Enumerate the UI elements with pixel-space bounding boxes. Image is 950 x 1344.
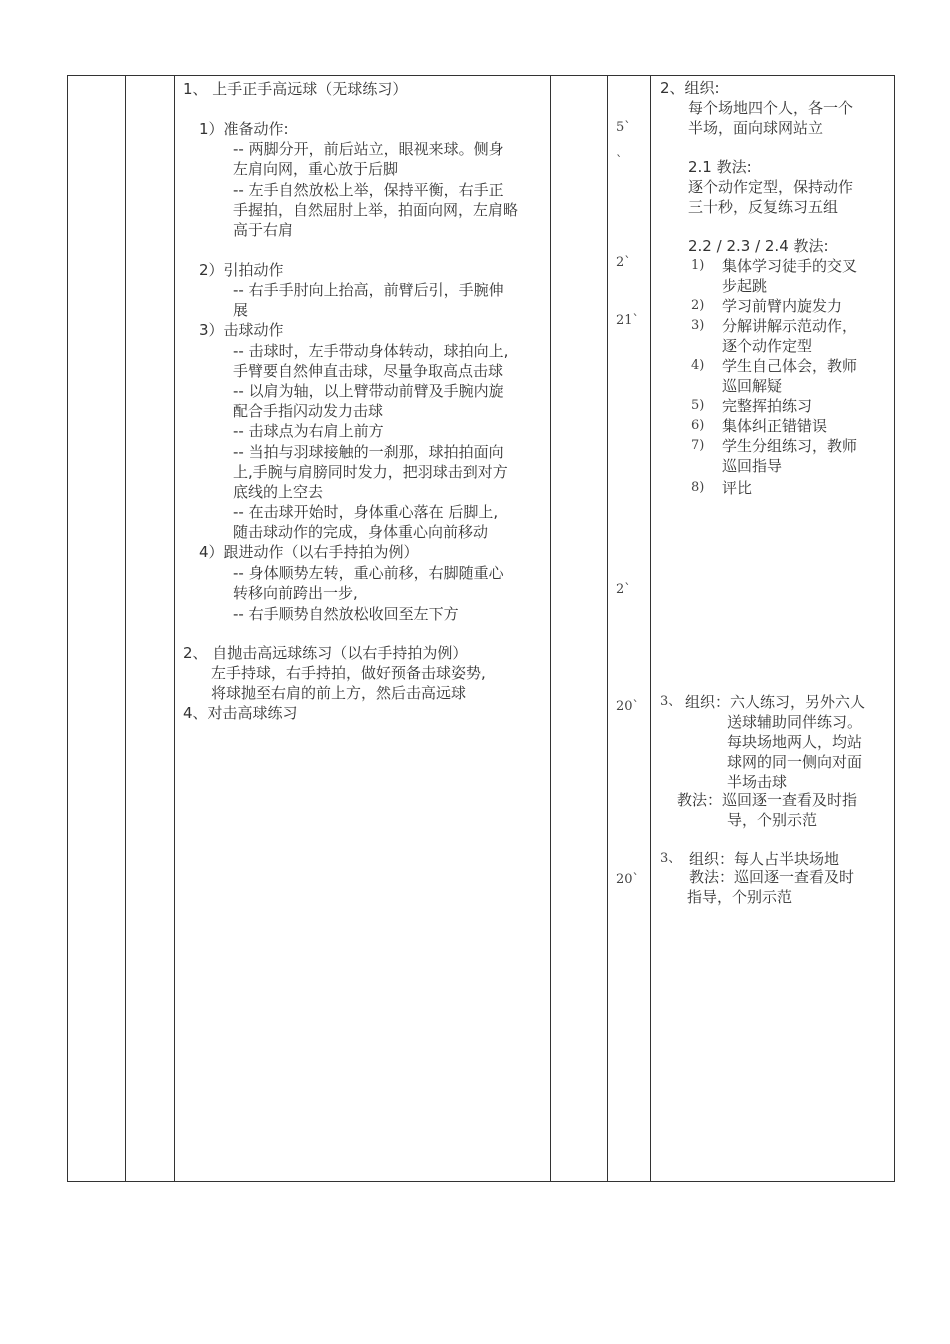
step-line: 学习前臂内旋发力	[722, 297, 843, 315]
org-line: 半场，面向球网站立	[688, 119, 824, 137]
step-line: 巡回指导	[722, 457, 783, 475]
org3-line: 半场击球	[727, 773, 788, 791]
step-number: 7)	[691, 438, 705, 453]
prep-line: 高于右肩	[233, 221, 294, 239]
hit-line: 手臂要自然伸直击球，尽量争取高点击球	[233, 362, 504, 380]
hit-line: -- 击球时，左手带动身体转动，球拍向上,	[233, 342, 509, 360]
org-title: 2、组织:	[660, 79, 720, 97]
item1-title: 1、 上手正手高远球（无球练习）	[183, 80, 408, 98]
org4-line: 组织：每人占半块场地	[689, 850, 840, 868]
teach3-line: 教法：巡回逐一查看及时指	[677, 791, 858, 809]
hit-line: -- 当拍与羽球接触的一刹那，球拍拍面向	[233, 443, 504, 461]
org4-number: 3、	[660, 851, 682, 866]
lead-line: 展	[233, 301, 249, 319]
org3-line: 组织：六人练习，另外六人	[685, 693, 866, 711]
prep-line: 左肩向网，重心放于后脚	[233, 160, 399, 178]
step-line: 巡回解疑	[722, 377, 783, 395]
column-divider	[174, 76, 175, 1181]
time-value: 20`	[616, 872, 640, 887]
hit-line: 配合手指闪动发力击球	[233, 402, 384, 420]
time-value: 2`	[616, 582, 631, 597]
method22-title: 2.2 / 2.3 / 2.4 教法:	[688, 237, 829, 255]
step-line: 步起跳	[722, 277, 768, 295]
method21-line: 逐个动作定型，保持动作	[688, 178, 854, 196]
lead-title: 2）引拍动作	[199, 261, 284, 279]
step-number: 5)	[691, 398, 705, 413]
org3-number: 3、	[660, 694, 682, 709]
step-line: 分解讲解示范动作，	[722, 317, 858, 335]
item4-title: 4、对击高球练习	[183, 704, 298, 722]
time-value: `	[616, 154, 623, 169]
org3-line: 球网的同一侧向对面	[727, 753, 863, 771]
column-divider	[650, 76, 651, 1181]
hit-line: -- 在击球开始时，身体重心落在 后脚上,	[233, 503, 499, 521]
hit-line: 底线的上空去	[233, 483, 324, 501]
step-number: 8)	[691, 480, 705, 495]
follow-line: 转移向前跨出一步,	[233, 584, 358, 602]
step-line: 学生分组练习，教师	[722, 437, 858, 455]
org-line: 每个场地四个人，各一个	[688, 99, 854, 117]
follow-title: 4）跟进动作（以右手持拍为例）	[199, 543, 419, 561]
time-value: 21`	[616, 313, 640, 328]
method21-line: 三十秒，反复练习五组	[688, 198, 839, 216]
step-line: 集体学习徒手的交叉	[722, 257, 858, 275]
step-number: 6)	[691, 418, 705, 433]
prep-title: 1）准备动作:	[199, 120, 289, 138]
step-line: 评比	[722, 479, 753, 497]
item2-title: 2、 自抛击高远球练习（以右手持拍为例）	[183, 644, 468, 662]
step-number: 3)	[691, 318, 705, 333]
step-line: 集体纠正错错误	[722, 417, 828, 435]
time-value: 5`	[616, 120, 631, 135]
teach4-line: 教法：巡回逐一查看及时	[689, 868, 855, 886]
hit-title: 3）击球动作	[199, 321, 284, 339]
hit-line: 上,手腕与肩膀同时发力，把羽球击到对方	[233, 463, 508, 481]
lead-line: -- 右手手肘向上抬高，前臂后引，手腕伸	[233, 281, 504, 299]
prep-line: 手握拍，自然屈肘上举，拍面向网，左肩略	[233, 201, 519, 219]
item2-line: 左手持球，右手持拍，做好预备击球姿势,	[211, 664, 486, 682]
hit-line: -- 击球点为右肩上前方	[233, 422, 384, 440]
org3-line: 每块场地两人，均站	[727, 733, 863, 751]
step-line: 学生自己体会，教师	[722, 357, 858, 375]
teach3-line: 导，个别示范	[727, 811, 818, 829]
step-number: 2)	[691, 298, 705, 313]
step-number: 1)	[691, 258, 705, 273]
method21-title: 2.1 教法:	[688, 158, 752, 176]
column-divider	[607, 76, 608, 1181]
teach4-line: 指导，个别示范	[687, 888, 793, 906]
hit-line: 随击球动作的完成，身体重心向前移动	[233, 523, 489, 541]
column-divider	[550, 76, 551, 1181]
step-line: 完整挥拍练习	[722, 397, 813, 415]
time-value: 2`	[616, 255, 631, 270]
step-line: 逐个动作定型	[722, 337, 813, 355]
follow-line: -- 身体顺势左转，重心前移，右脚随重心	[233, 564, 504, 582]
prep-line: -- 两脚分开，前后站立，眼视来球。侧身	[233, 140, 504, 158]
column-divider	[125, 76, 126, 1181]
hit-line: -- 以肩为轴，以上臂带动前臂及手腕内旋	[233, 382, 504, 400]
time-value: 20`	[616, 699, 640, 714]
item2-line: 将球抛至右肩的前上方，然后击高远球	[211, 684, 467, 702]
follow-line: -- 右手顺势自然放松收回至左下方	[233, 605, 459, 623]
step-number: 4)	[691, 358, 705, 373]
org3-line: 送球辅助同伴练习。	[727, 713, 863, 731]
prep-line: -- 左手自然放松上举，保持平衡，右手正	[233, 181, 504, 199]
